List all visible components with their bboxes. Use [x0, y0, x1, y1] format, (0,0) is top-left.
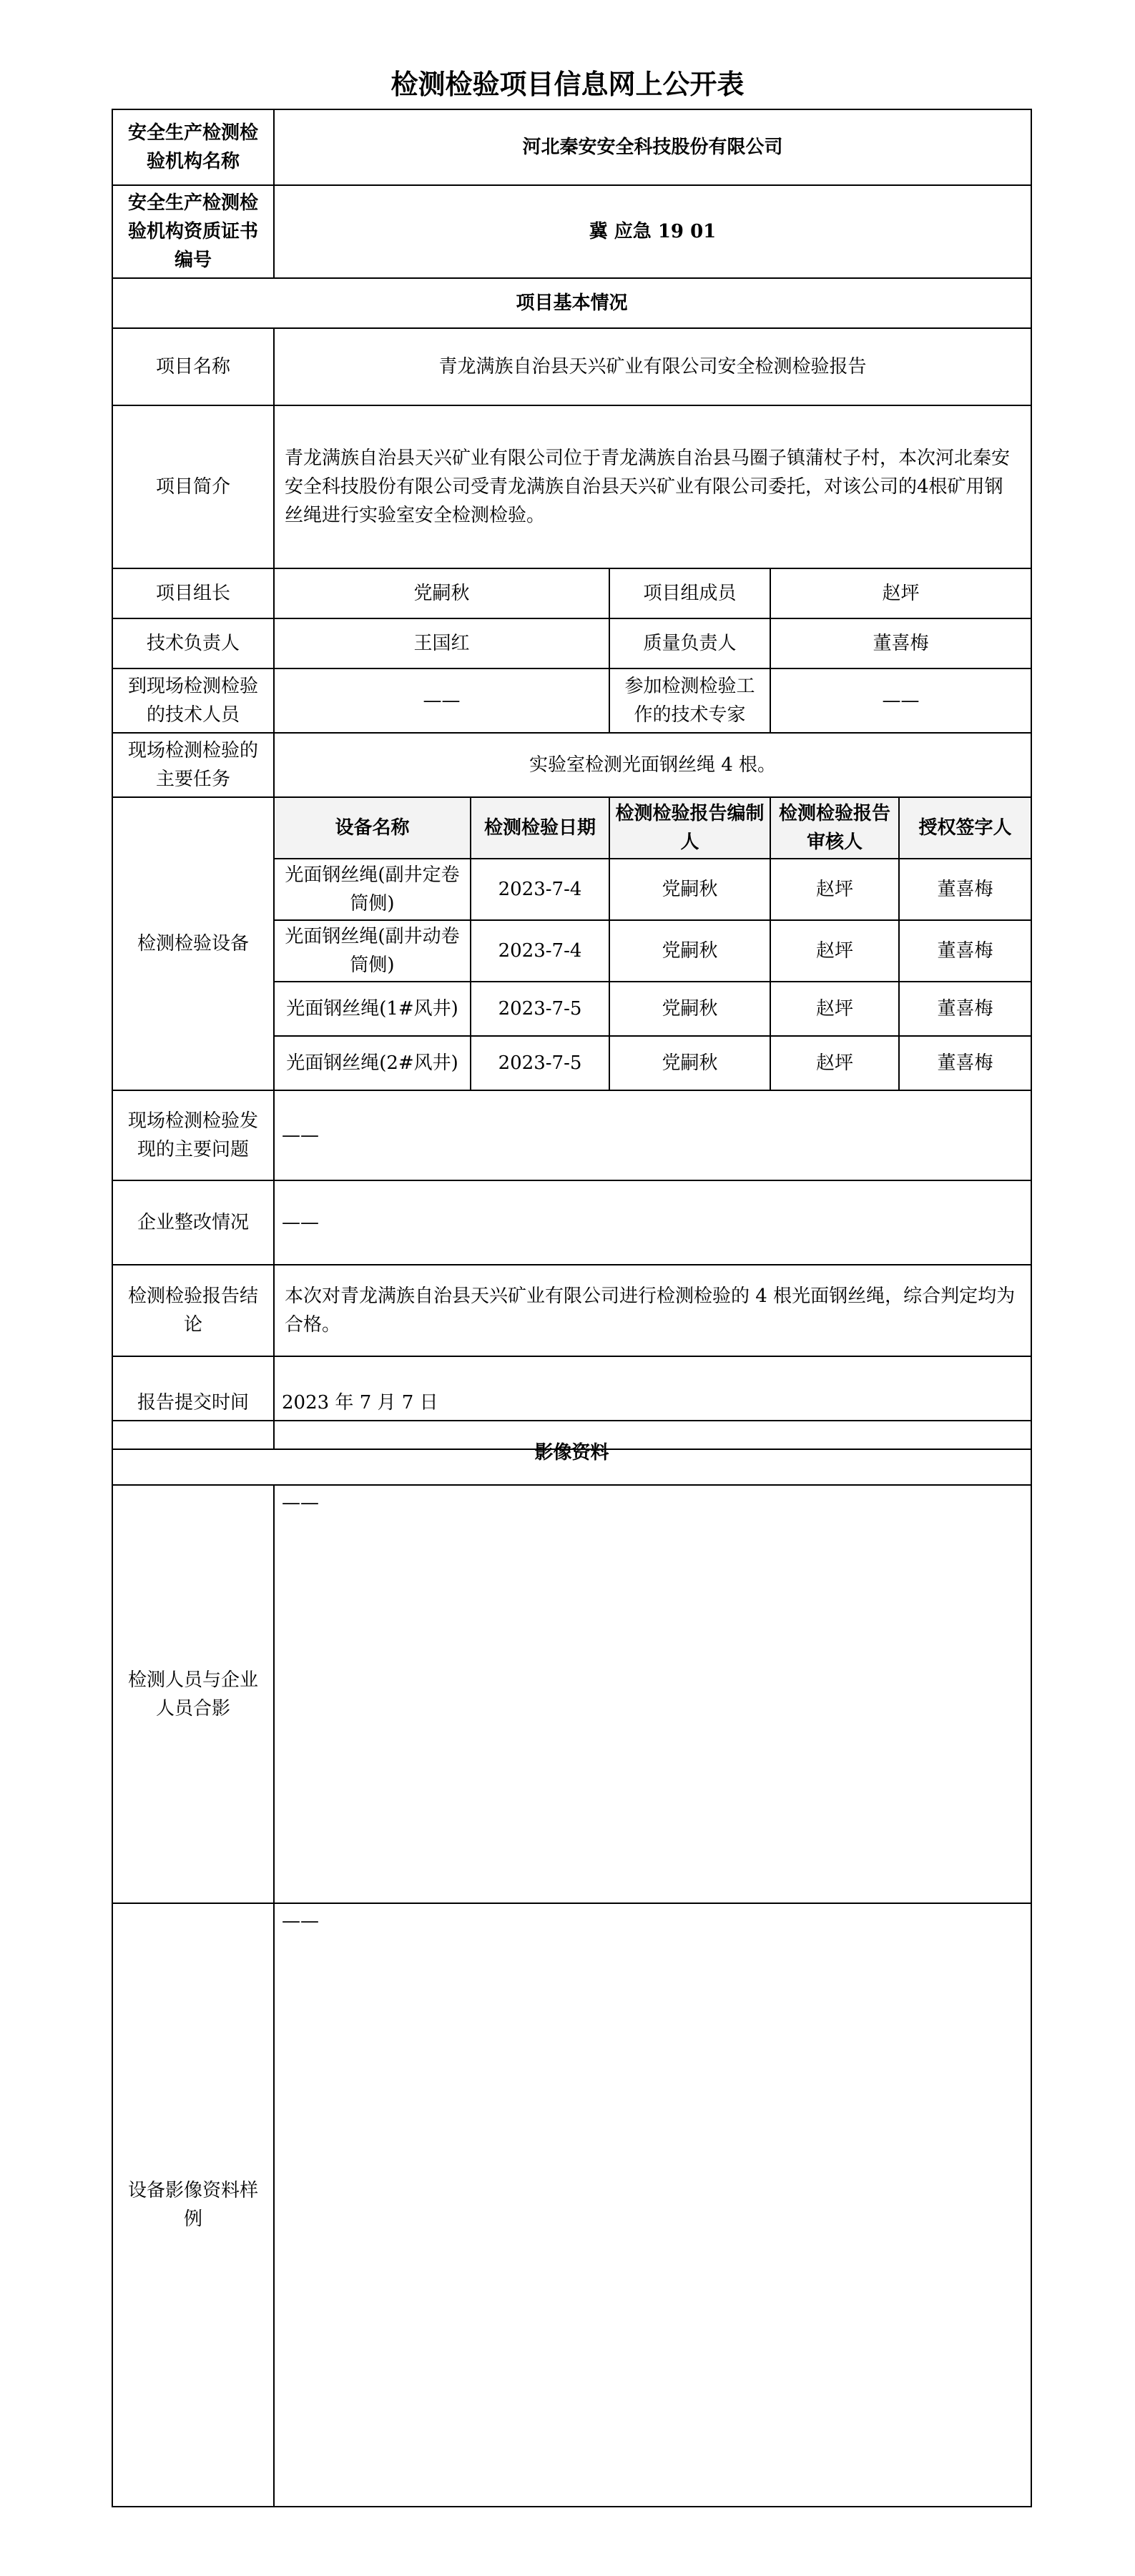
equipment-image-label: 设备影像资料样例 [112, 1903, 274, 2507]
equipment-header-author: 检测检验报告编制人 [609, 797, 770, 859]
equipment-date: 2023-7-4 [471, 920, 609, 982]
org-name-value: 河北秦安安全科技股份有限公司 [274, 109, 1031, 185]
leader-label: 项目组长 [112, 568, 274, 618]
member-value: 赵坪 [770, 568, 1031, 618]
equipment-name: 光面钢丝绳(副井动卷筒侧) [274, 920, 471, 982]
equipment-date: 2023-7-5 [471, 982, 609, 1036]
equipment-signer: 董喜梅 [899, 859, 1031, 920]
project-name-value: 青龙满族自治县天兴矿业有限公司安全检测检验报告 [274, 328, 1031, 405]
equipment-date: 2023-7-4 [471, 859, 609, 920]
equipment-reviewer: 赵坪 [770, 1036, 899, 1090]
basic-section-header: 项目基本情况 [112, 278, 1031, 328]
equipment-label: 检测检验设备 [112, 797, 274, 1090]
tech-label: 技术负责人 [112, 618, 274, 668]
task-label: 现场检测检验的主要任务 [112, 733, 274, 797]
expert-value: —— [770, 668, 1031, 733]
org-name-label: 安全生产检测检验机构名称 [112, 109, 274, 185]
submit-label: 报告提交时间 [112, 1356, 274, 1449]
equipment-header-reviewer: 检测检验报告审核人 [770, 797, 899, 859]
rectify-label: 企业整改情况 [112, 1180, 274, 1265]
leader-value: 党嗣秋 [274, 568, 609, 618]
conclusion-label: 检测检验报告结论 [112, 1265, 274, 1356]
equipment-reviewer: 赵坪 [770, 859, 899, 920]
equipment-author: 党嗣秋 [609, 1036, 770, 1090]
onsite-staff-label: 到现场检测检验的技术人员 [112, 668, 274, 733]
images-section-header: 影像资料 [112, 1421, 1031, 1485]
equipment-header-date: 检测检验日期 [471, 797, 609, 859]
photo-label: 检测人员与企业人员合影 [112, 1485, 274, 1903]
equipment-author: 党嗣秋 [609, 859, 770, 920]
info-table [112, 109, 1032, 1450]
images-table [112, 1420, 1032, 2507]
project-name-label: 项目名称 [112, 328, 274, 405]
conclusion-value: 本次对青龙满族自治县天兴矿业有限公司进行检测检验的 4 根光面钢丝绳，综合判定均为合格。 [274, 1265, 1031, 1356]
equipment-author: 党嗣秋 [609, 920, 770, 982]
problems-label: 现场检测检验发现的主要问题 [112, 1090, 274, 1180]
member-label: 项目组成员 [609, 568, 770, 618]
tech-value: 王国红 [274, 618, 609, 668]
onsite-staff-value: —— [274, 668, 609, 733]
task-value: 实验室检测光面钢丝绳 4 根。 [274, 733, 1031, 797]
equipment-image-value: —— [274, 1903, 1031, 2507]
equipment-signer: 董喜梅 [899, 920, 1031, 982]
equipment-signer: 董喜梅 [899, 1036, 1031, 1090]
photo-value: —— [274, 1485, 1031, 1903]
equipment-reviewer: 赵坪 [770, 920, 899, 982]
equipment-author: 党嗣秋 [609, 982, 770, 1036]
quality-label: 质量负责人 [609, 618, 770, 668]
equipment-reviewer: 赵坪 [770, 982, 899, 1036]
page-title: 检测检验项目信息网上公开表 [390, 69, 745, 100]
problems-value: —— [274, 1090, 1031, 1180]
cert-value: 冀 应急 19 01 [274, 185, 1031, 278]
intro-value: 青龙满族自治县天兴矿业有限公司位于青龙满族自治县马圈子镇蒲杖子村，本次河北秦安安全科技股份有限公司受青龙满族自治县天兴矿业有限公司委托，对该公司的4根矿用钢丝绳进行实验室安全检测检验。 [274, 405, 1031, 568]
expert-label: 参加检测检验工作的技术专家 [609, 668, 770, 733]
equipment-header-signer: 授权签字人 [899, 797, 1031, 859]
submit-value: 2023 年 7 月 7 日 [274, 1356, 1031, 1449]
cert-label: 安全生产检测检验机构资质证书编号 [112, 185, 274, 278]
equipment-name: 光面钢丝绳(1#风井) [274, 982, 471, 1036]
equipment-header-name: 设备名称 [274, 797, 471, 859]
intro-label: 项目简介 [112, 405, 274, 568]
quality-value: 董喜梅 [770, 618, 1031, 668]
equipment-name: 光面钢丝绳(2#风井) [274, 1036, 471, 1090]
rectify-value: —— [274, 1180, 1031, 1265]
equipment-signer: 董喜梅 [899, 982, 1031, 1036]
equipment-name: 光面钢丝绳(副井定卷筒侧) [274, 859, 471, 920]
equipment-date: 2023-7-5 [471, 1036, 609, 1090]
